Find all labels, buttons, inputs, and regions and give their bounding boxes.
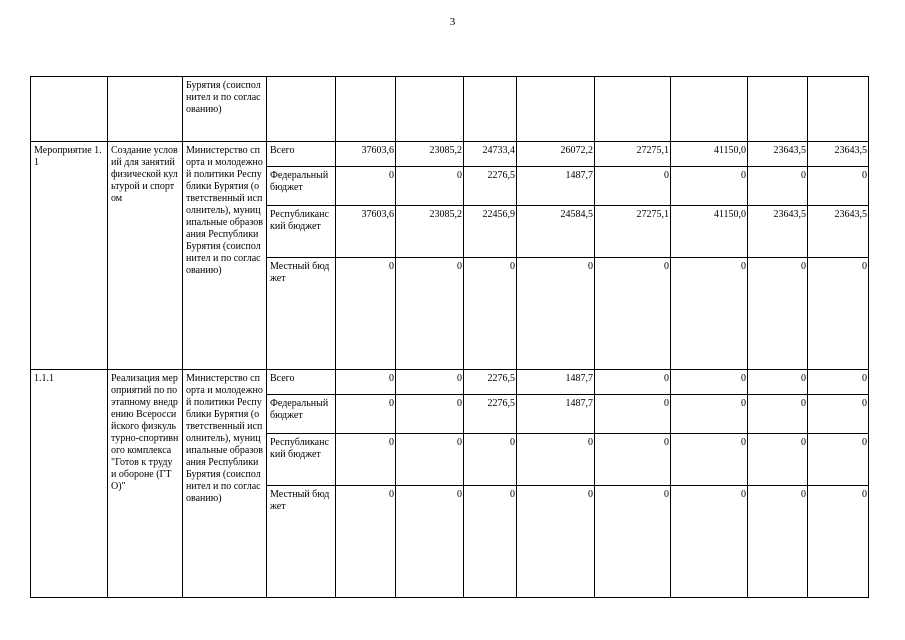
name-cell: Создание условий для занятий физической культурой и спортом: [108, 142, 183, 370]
value-cell: 0: [595, 486, 671, 598]
value-cell: 0: [517, 258, 595, 370]
value-cell: 23643,5: [808, 142, 869, 167]
value-cell: 0: [336, 486, 396, 598]
value-cell: 0: [396, 486, 464, 598]
source-cell: Местный бюджет: [267, 258, 336, 370]
source-cell: Федеральный бюджет: [267, 395, 336, 434]
value-cell: 0: [464, 434, 517, 486]
value-cell: [396, 77, 464, 142]
value-cell: 0: [808, 258, 869, 370]
code-cell: Мероприятие 1.1: [31, 142, 108, 370]
source-cell: [267, 77, 336, 142]
value-cell: 0: [396, 434, 464, 486]
table-row: [31, 77, 869, 142]
value-cell: 0: [748, 395, 808, 434]
name-cell: [108, 77, 183, 142]
value-cell: 1487,7: [517, 370, 595, 395]
value-cell: 2276,5: [464, 167, 517, 206]
executor-cell: Бурятия (соисполнител и по согласованию): [183, 77, 267, 142]
value-cell: 23085,2: [396, 142, 464, 167]
value-cell: 0: [464, 486, 517, 598]
value-cell: 0: [396, 167, 464, 206]
table-row: [31, 142, 869, 167]
value-cell: 0: [595, 434, 671, 486]
value-cell: 24733,4: [464, 142, 517, 167]
value-cell: 0: [748, 167, 808, 206]
value-cell: 27275,1: [595, 142, 671, 167]
value-cell: 0: [748, 370, 808, 395]
value-cell: 0: [671, 434, 748, 486]
value-cell: 0: [517, 486, 595, 598]
value-cell: 1487,7: [517, 395, 595, 434]
value-cell: 23643,5: [748, 142, 808, 167]
value-cell: 0: [671, 370, 748, 395]
value-cell: 0: [808, 434, 869, 486]
value-cell: 41150,0: [671, 206, 748, 258]
value-cell: 0: [517, 434, 595, 486]
page-number: 3: [449, 16, 456, 28]
value-cell: 0: [671, 167, 748, 206]
value-cell: 26072,2: [517, 142, 595, 167]
value-cell: 23085,2: [396, 206, 464, 258]
value-cell: 0: [396, 370, 464, 395]
value-cell: 0: [595, 167, 671, 206]
budget-table: [30, 76, 869, 598]
value-cell: 24584,5: [517, 206, 595, 258]
value-cell: 0: [595, 395, 671, 434]
executor-cell: Министерство спорта и молодежной политики Республики Бурятия (ответственный исполнитель), муниципальные образования Республики Бурятия (соисполнител и по согласованию): [183, 370, 267, 598]
value-cell: 0: [595, 258, 671, 370]
source-cell: Всего: [267, 370, 336, 395]
value-cell: 0: [748, 434, 808, 486]
value-cell: 0: [336, 434, 396, 486]
value-cell: 37603,6: [336, 142, 396, 167]
value-cell: [808, 77, 869, 142]
value-cell: [464, 77, 517, 142]
value-cell: 0: [336, 395, 396, 434]
executor-cell: Министерство спорта и молодежной политики Республики Бурятия (ответственный исполнитель), муниципальные образования Республики Бурятия (соисполнител и по согласованию): [183, 142, 267, 370]
value-cell: 41150,0: [671, 142, 748, 167]
value-cell: 0: [748, 258, 808, 370]
value-cell: 27275,1: [595, 206, 671, 258]
value-cell: 0: [595, 370, 671, 395]
value-cell: [336, 77, 396, 142]
value-cell: 0: [396, 258, 464, 370]
value-cell: 0: [808, 486, 869, 598]
value-cell: 0: [464, 258, 517, 370]
source-cell: Республиканский бюджет: [267, 434, 336, 486]
value-cell: 23643,5: [808, 206, 869, 258]
value-cell: 0: [336, 167, 396, 206]
value-cell: 0: [808, 167, 869, 206]
value-cell: 0: [671, 486, 748, 598]
value-cell: 0: [336, 258, 396, 370]
value-cell: 22456,9: [464, 206, 517, 258]
value-cell: 0: [808, 370, 869, 395]
value-cell: 0: [336, 370, 396, 395]
code-cell: [31, 77, 108, 142]
value-cell: 37603,6: [336, 206, 396, 258]
value-cell: [748, 77, 808, 142]
source-cell: Всего: [267, 142, 336, 167]
source-cell: Федеральный бюджет: [267, 167, 336, 206]
value-cell: 23643,5: [748, 206, 808, 258]
budget-table-body: [31, 77, 869, 598]
source-cell: Местный бюджет: [267, 486, 336, 598]
value-cell: 0: [671, 258, 748, 370]
table-row: [31, 370, 869, 395]
name-cell: Реализация мероприятий по поэтапному внедрению Всероссийского физкультурно-спортивного комплекса "Готов к труду и обороне (ГТО)": [108, 370, 183, 598]
value-cell: 0: [808, 395, 869, 434]
value-cell: 0: [671, 395, 748, 434]
code-cell: 1.1.1: [31, 370, 108, 598]
value-cell: 2276,5: [464, 370, 517, 395]
value-cell: 1487,7: [517, 167, 595, 206]
value-cell: [517, 77, 595, 142]
value-cell: 2276,5: [464, 395, 517, 434]
source-cell: Республиканский бюджет: [267, 206, 336, 258]
value-cell: 0: [748, 486, 808, 598]
value-cell: [671, 77, 748, 142]
value-cell: 0: [396, 395, 464, 434]
value-cell: [595, 77, 671, 142]
